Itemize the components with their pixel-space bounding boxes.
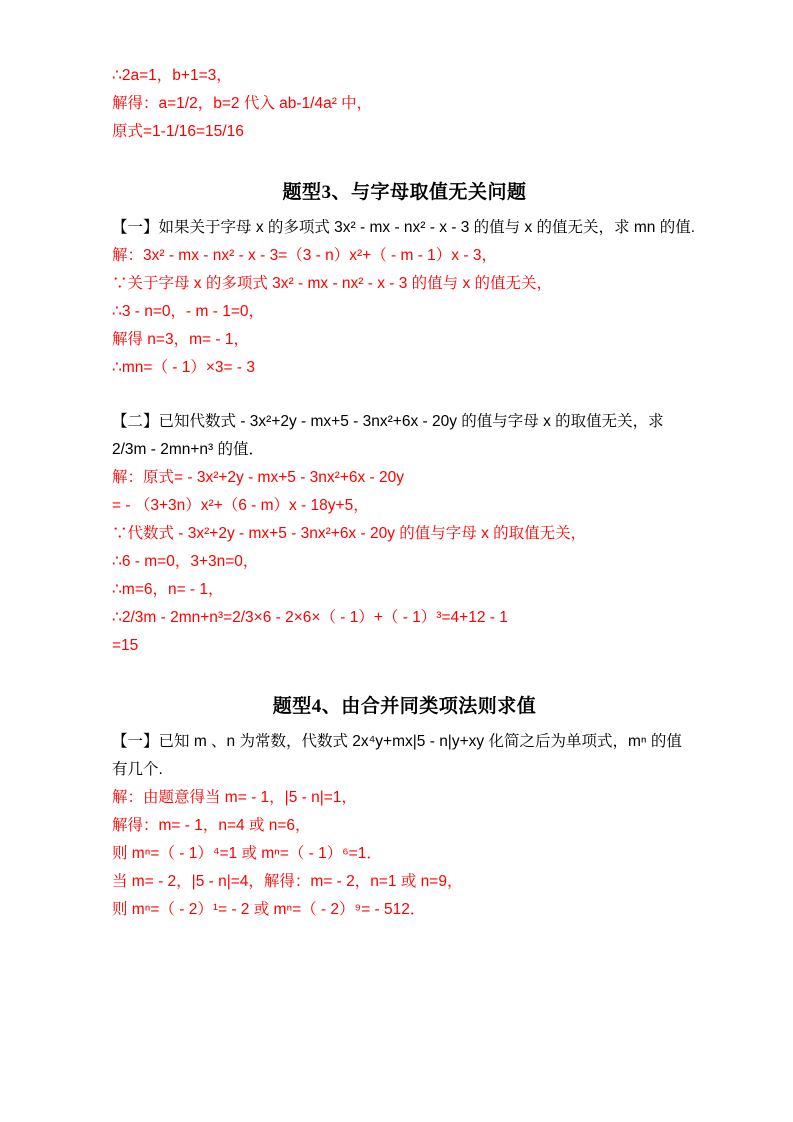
section-title-3: 题型3、与字母取值无关问题 [282,182,527,203]
spacer [112,146,697,164]
solution-4-1-line-3: 则 mⁿ=（ - 1）⁴=1 或 mⁿ=（ - 1）⁶=1． [112,845,382,862]
intro-line-2: 解得：a=1/2，b=2 代入 ab-1/4a² 中， [112,95,373,112]
intro-line-3: 原式=1-1/16=15/16 [112,123,244,140]
solution-4-1-line-1: 解：由题意得当 m= - 1，|5 - n|=1， [112,789,357,806]
solution-3-2-line-5: ∴m=6，n= - 1， [112,581,224,598]
solution-3-1-line-3: ∴3 - n=0，- m - 1=0， [112,303,264,320]
solution-3-2-line-6: ∴2/3m - 2mn+n³=2/3×6 - 2×6×（ - 1）+（ - 1）³=4+12 - 1 [112,609,508,626]
solution-4-1-line-2: 解得：m= - 1，n=4 或 n=6， [112,817,311,834]
solution-3-2-line-4: ∴6 - m=0，3+3n=0， [112,553,259,570]
intro-line-1: ∴2a=1，b+1=3， [112,67,232,84]
solution-3-2-line-3: ∵代数式 - 3x²+2y - mx+5 - 3nx²+6x - 20y 的值与字母 x 的取值无关， [112,525,587,542]
question-4-1 [112,728,697,784]
solution-3-1-line-5: ∴mn=（ - 1）×3= - 3 [112,359,255,376]
section-title-4: 题型4、由合并同类项法则求值 [272,696,537,717]
question-4-1-label: 【一】 [112,733,159,750]
question-4-1-text: 已知 m 、n 为常数，代数式 2x⁴y+mx|5 - n|y+xy 化简之后为单项式，mⁿ 的值有几个. [112,733,682,778]
question-3-1-text: 如果关于字母 x 的多项式 3x² - mx - nx² - x - 3 的值与 x 的值无关，求 mn 的值. [158,219,696,236]
question-3-1-label: 【一】 [112,219,159,236]
solution-3-2-line-1: 解：原式= - 3x²+2y - mx+5 - 3nx²+6x - 20y [112,469,405,486]
question-3-2-text: 已知代数式 - 3x²+2y - mx+5 - 3nx²+6x - 20y 的值与字母 x 的取值无关，求 2/3m - 2mn+n³ 的值． [112,413,664,458]
solution-4-1-line-4: 当 m= - 2，|5 - n|=4，解得：m= - 2，n=1 或 n=9， [112,873,463,890]
solution-3-2-line-2: = - （3+3n）x²+（6 - m）x - 18y+5， [112,497,369,514]
solution-4-1-line-5: 则 mⁿ=（ - 2）¹= - 2 或 mⁿ=（ - 2）⁹= - 512． [112,901,426,918]
solution-3-1-line-2: ∵关于字母 x 的多项式 3x² - mx - nx² - x - 3 的值与 x 的值无关， [112,275,553,292]
solution-3-1-line-4: 解得 n=3，m= - 1， [112,331,249,348]
question-3-2 [112,408,697,464]
spacer [112,660,697,678]
solution-3-1-line-1: 解：3x² - mx - nx² - x - 3=（3 - n）x²+（ - m - 1）x - 3， [112,247,497,264]
question-3-1 [112,214,697,242]
solution-3-2-line-7: =15 [112,637,139,654]
question-3-2-label: 【二】 [112,413,159,430]
spacer [112,382,697,408]
